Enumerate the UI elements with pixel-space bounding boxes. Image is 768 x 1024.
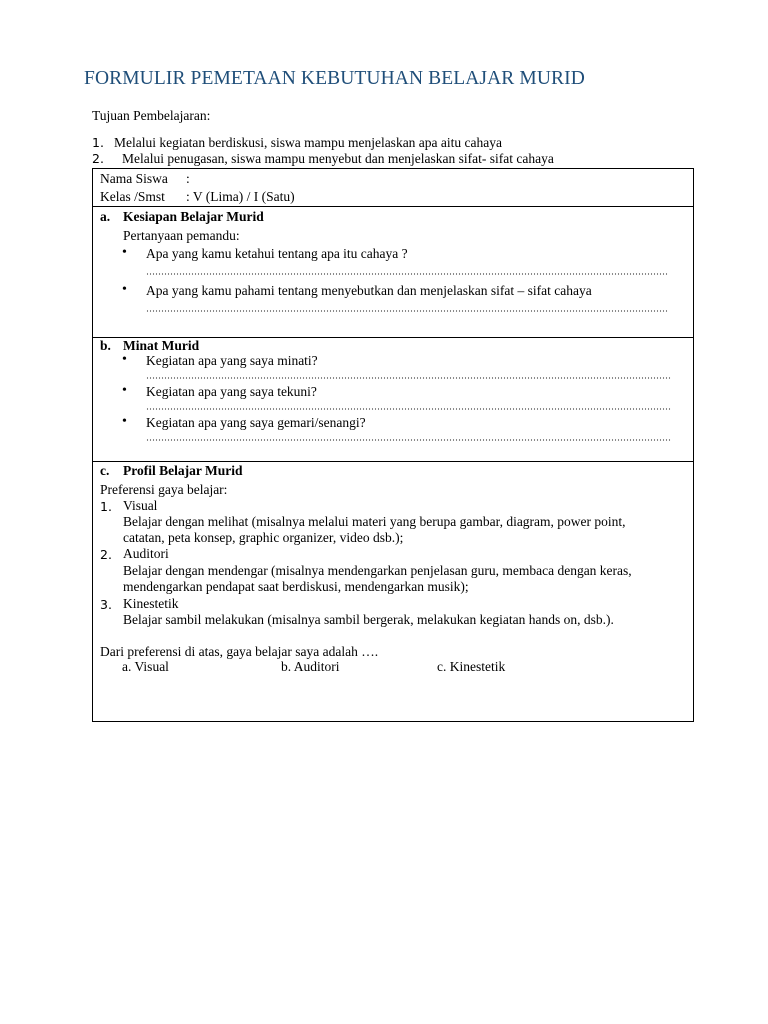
bullet-icon: • xyxy=(122,282,127,297)
option-kinesthetic[interactable]: c. Kinestetik xyxy=(437,659,506,674)
learning-preference-label: Preferensi gaya belajar: xyxy=(100,482,228,497)
class-semester-label: Kelas /Smst xyxy=(100,189,165,204)
class-semester-value: : V (Lima) / I (Satu) xyxy=(186,189,295,204)
style-visual-name: Visual xyxy=(123,498,158,513)
section-readiness xyxy=(92,206,694,338)
student-name-label: Nama Siswa xyxy=(100,171,168,186)
interest-question-2: Kegiatan apa yang saya tekuni? xyxy=(146,384,317,399)
option-visual[interactable]: a. Visual xyxy=(122,659,169,674)
section-learning-profile xyxy=(92,461,694,722)
answer-line-2[interactable] xyxy=(146,310,668,312)
style-kinesthetic-desc-line-1: Belajar sambil melakukan (misalnya sambil bergerak, melakukan kegiatan hands on, dsb.). xyxy=(123,612,614,627)
section-heading: Minat Murid xyxy=(123,338,200,353)
learning-goal-2 xyxy=(92,151,554,167)
section-letter: c. xyxy=(100,463,110,478)
section-letter: b. xyxy=(100,338,111,353)
interest-question-3: Kegiatan apa yang saya gemari/senangi? xyxy=(146,415,366,430)
section-letter: a. xyxy=(100,209,111,224)
section-interest xyxy=(92,337,694,462)
goal-text: Melalui penugasan, siswa mampu menyebut dan menjelaskan sifat- sifat cahaya xyxy=(122,151,554,166)
answer-line-1[interactable] xyxy=(146,377,671,379)
learning-goal-1 xyxy=(92,135,502,151)
student-name-field[interactable]: : xyxy=(186,171,190,186)
readiness-question-1: Apa yang kamu ketahui tentang apa itu cahaya ? xyxy=(146,246,408,261)
conclusion-prompt: Dari preferensi di atas, gaya belajar saya adalah …. xyxy=(100,644,379,659)
style-auditory-name: Auditori xyxy=(123,546,169,561)
goal-text: Melalui kegiatan berdiskusi, siswa mampu menjelaskan apa aitu cahaya xyxy=(114,135,502,150)
style-visual-desc-line-1: Belajar dengan melihat (misalnya melalui materi yang berupa gambar, diagram, power point, xyxy=(123,514,626,529)
style-auditory-desc-line-2: mendengarkan pendapat saat berdiskusi, mendengarkan musik); xyxy=(123,579,469,594)
readiness-question-2: Apa yang kamu pahami tentang menyebutkan dan menjelaskan sifat – sifat cahaya xyxy=(146,283,592,298)
option-auditory[interactable]: b. Auditori xyxy=(281,659,340,674)
style-number: 1. xyxy=(100,499,112,514)
style-number: 2. xyxy=(100,547,112,562)
style-kinesthetic-name: Kinestetik xyxy=(123,596,179,611)
document-title: FORMULIR PEMETAAN KEBUTUHAN BELAJAR MURID xyxy=(84,68,585,89)
section-heading: Kesiapan Belajar Murid xyxy=(123,209,264,224)
style-auditory-desc-line-1: Belajar dengan mendengar (misalnya mendengarkan penjelasan guru, membaca dengan keras, xyxy=(123,563,632,578)
section-heading: Profil Belajar Murid xyxy=(123,463,243,478)
style-number: 3. xyxy=(100,597,112,612)
goal-number: 2. xyxy=(92,151,104,166)
bullet-icon: • xyxy=(122,414,127,429)
learning-goals-label: Tujuan Pembelajaran: xyxy=(92,108,211,123)
goal-number: 1. xyxy=(92,135,104,150)
bullet-icon: • xyxy=(122,245,127,260)
bullet-icon: • xyxy=(122,383,127,398)
bullet-icon: • xyxy=(122,352,127,367)
student-identity-section xyxy=(92,168,694,207)
style-visual-desc-line-2: catatan, peta konsep, graphic organizer, video dsb.); xyxy=(123,530,404,545)
answer-line-3[interactable] xyxy=(146,439,671,441)
answer-line-1[interactable] xyxy=(146,273,668,275)
guide-questions-label: Pertanyaan pemandu: xyxy=(123,228,240,243)
interest-question-1: Kegiatan apa yang saya minati? xyxy=(146,353,318,368)
answer-line-2[interactable] xyxy=(146,408,671,410)
